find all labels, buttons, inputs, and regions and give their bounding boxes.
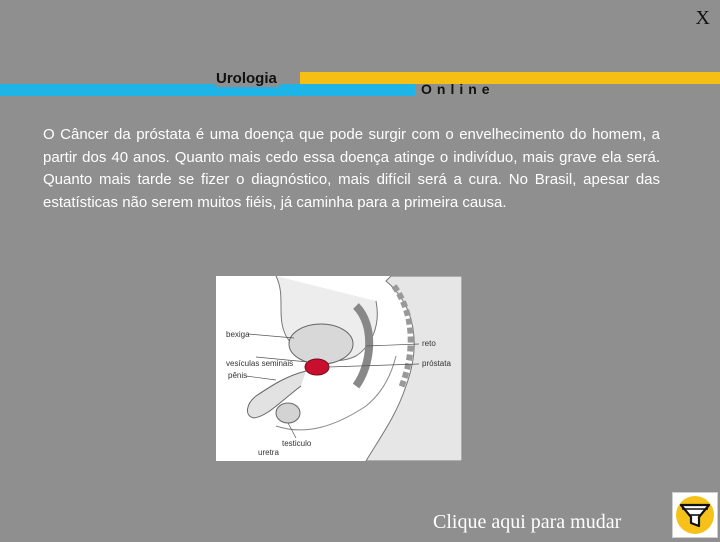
prostate-shape: [305, 359, 329, 375]
label-vesicles: vesículas seminais: [226, 359, 294, 368]
label-prostate: próstata: [422, 359, 451, 368]
header-bar-yellow: [300, 72, 720, 84]
anatomy-illustration: [216, 276, 462, 461]
brand-title-right: Online: [421, 81, 495, 97]
funnel-button[interactable]: [672, 492, 718, 538]
brand-title-left: Urologia: [216, 70, 277, 87]
label-bladder: bexiga: [226, 330, 250, 339]
close-icon[interactable]: X: [695, 7, 710, 29]
header-bar-blue: [0, 84, 415, 96]
label-urethra: uretra: [258, 448, 279, 457]
article-paragraph: O Câncer da próstata é uma doença que pode surgir com o envelhecimento do homem, a partir dos 40 anos. Quanto mais cedo essa doença atinge o indivíduo, mais grave ela será. Quanto mais tarde se fizer o diagnóstico, mais difícil será a cura. No Brasil, apesar das estatísticas não serem muitos fiéis, já caminha para a primeira causa.: [43, 126, 660, 211]
funnel-icon: [673, 493, 717, 537]
bladder-shape: [289, 324, 353, 364]
label-testicle: testiculo: [282, 439, 312, 448]
change-slide-link[interactable]: Clique aqui para mudar: [433, 511, 622, 533]
label-penis: pênis: [228, 371, 248, 380]
anatomy-drawing: [216, 276, 462, 461]
testicle-shape: [276, 403, 300, 423]
label-rectum: reto: [422, 339, 436, 348]
